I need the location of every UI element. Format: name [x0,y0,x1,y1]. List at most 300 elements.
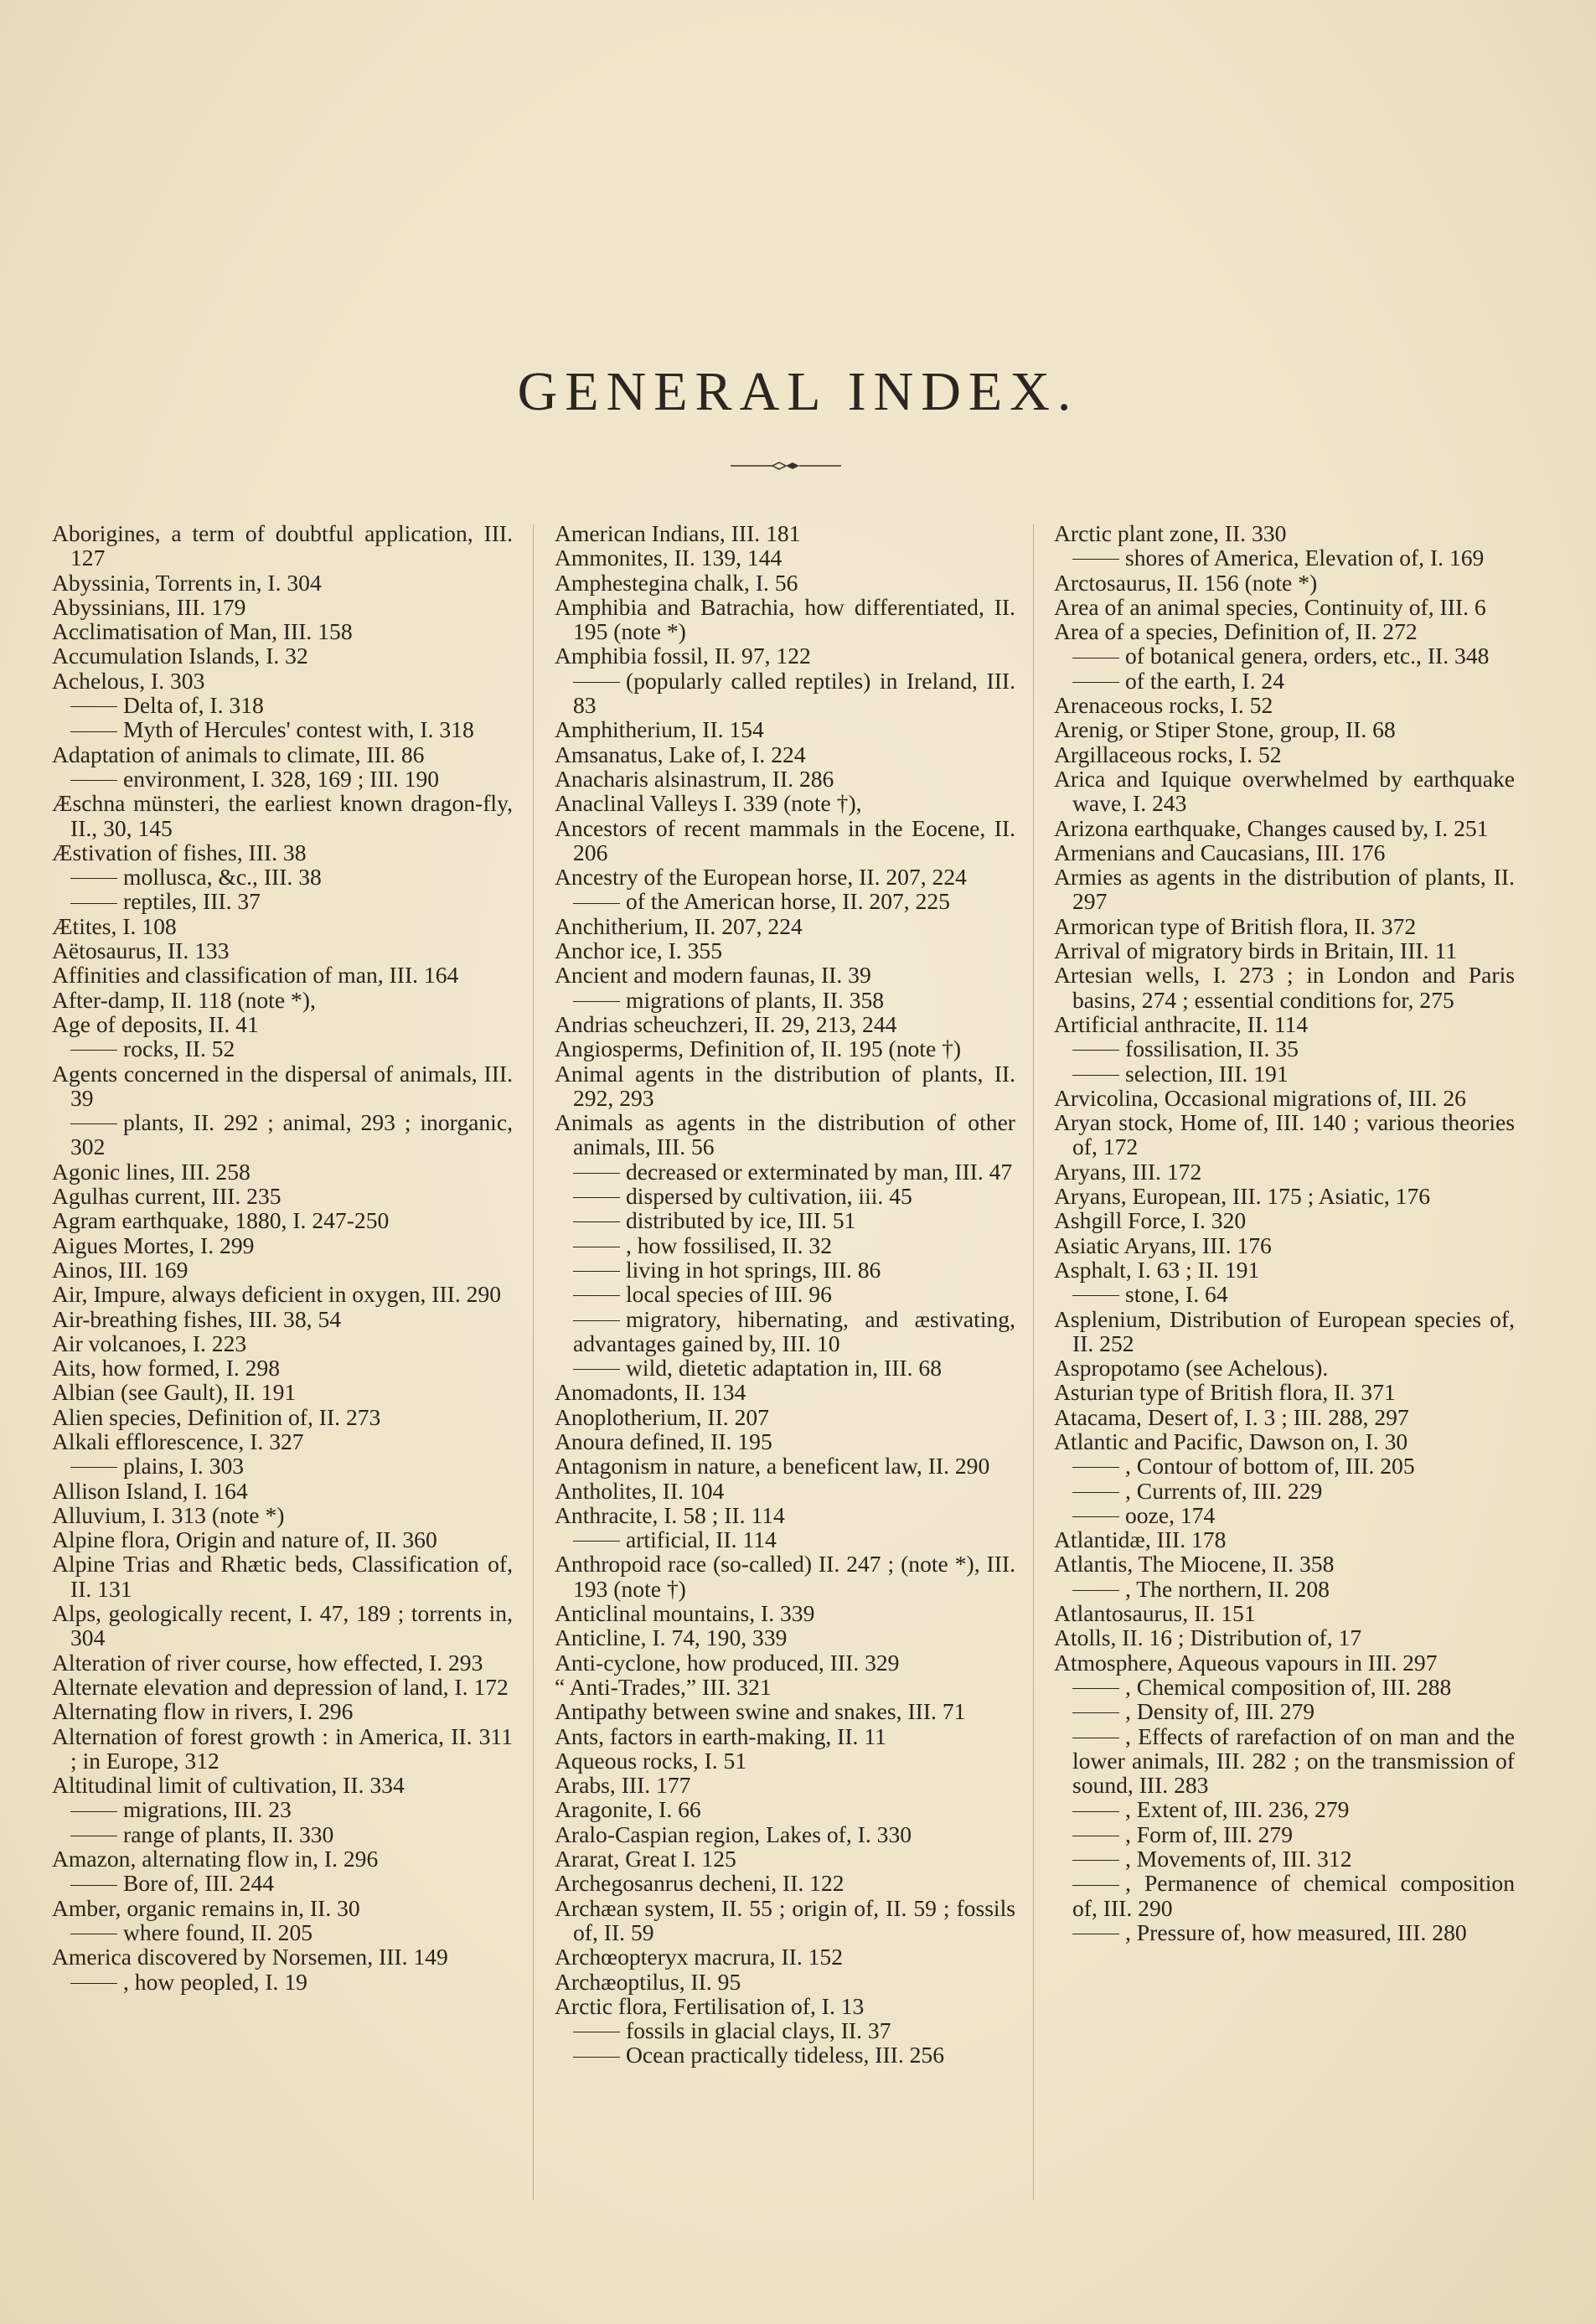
entry-text: shores of America, Elevation of, I. 169 [1125,545,1485,571]
entry-text: living in hot springs, III. 86 [626,1256,881,1283]
ditto-dash [573,1369,620,1370]
index-subentry [52,1036,513,1061]
index-subentry [52,717,513,741]
entry-text: Asiatic Aryans, III. 176 [1054,1232,1272,1258]
page-title: GENERAL INDEX. [517,361,1079,422]
entry-text: reptiles, III. 37 [123,888,261,915]
entry-text: Atlantis, The Miocene, II. 358 [1054,1551,1335,1578]
entry-text: America discovered by Norsemen, III. 149 [52,1944,448,1970]
entry-text: Agram earthquake, 1880, I. 247-250 [52,1207,390,1234]
index-entry [1054,571,1515,595]
index-subentry [1054,1675,1515,1699]
index-subentry [555,2043,1015,2067]
entry-text: Amazon, alternating flow in, I. 296 [52,1846,379,1872]
index-subentry [1054,1479,1515,1503]
entry-text: Alternate elevation and depression of land, I. 172 [52,1673,509,1700]
index-entry [555,1625,1015,1650]
index-entry [1054,717,1515,741]
ditto-dash [573,903,620,904]
ditto-dash [573,1295,620,1296]
entry-text: Arica and Iquique overwhelmed by earthquake wave, I. 243 [1054,765,1515,817]
ditto-dash [573,2057,620,2058]
ditto-dash [1072,1688,1119,1689]
ditto-dash [70,1885,117,1886]
entry-text: Acclimatisation of Man, III. 158 [52,618,353,645]
entry-text: migrations of plants, II. 358 [626,986,885,1013]
index-subentry [555,1159,1015,1184]
entry-text: Anaclinal Valleys I. 339 (note †), [555,790,862,817]
entry-text: Alien species, Definition of, II. 273 [52,1403,381,1430]
index-entry [1054,693,1515,717]
index-entry [555,1797,1015,1821]
index-entry [52,914,513,938]
ditto-dash [573,1001,620,1002]
index-entry [52,1503,513,1527]
entry-text: fossilisation, II. 35 [1125,1035,1299,1062]
entry-text: migrations, III. 23 [123,1796,292,1823]
index-entry [555,767,1015,791]
entry-text: Aigues Mortes, I. 299 [52,1232,255,1258]
entry-text: Allison Island, I. 164 [52,1477,248,1504]
entry-text: Atmosphere, Aqueous vapours in III. 297 [1054,1649,1438,1676]
entry-text: Agents concerned in the dispersal of animals, III. 39 [52,1060,513,1111]
entry-text: Æstivation of fishes, III. 38 [52,839,307,865]
entry-text: Aryan stock, Home of, III. 140 ; various theories of, 172 [1054,1109,1515,1160]
entry-text: Atlantic and Pacific, Dawson on, I. 30 [1054,1428,1408,1454]
entry-text: Ammonites, II. 139, 144 [555,545,783,571]
entry-text: Air volcanoes, I. 223 [52,1330,247,1356]
index-entry [555,571,1015,595]
ditto-dash [1072,682,1119,683]
index-entry [555,643,1015,668]
entry-text: Ancestors of recent mammals in the Eocene, II. 206 [555,814,1015,865]
entry-text: Asplenium, Distribution of European species of, II. 252 [1054,1305,1515,1356]
index-entry [52,1208,513,1232]
ditto-dash [1072,1467,1119,1468]
entry-text: Ancestry of the European horse, II. 207, 224 [555,864,967,891]
index-subentry [52,767,513,791]
index-entry [1054,595,1515,619]
entry-text: Artesian wells, I. 273 ; in London and Paris basins, 274 ; essential conditions for, 275 [1054,962,1515,1013]
entry-text: Atacama, Desert of, I. 3 ; III. 288, 297 [1054,1403,1409,1430]
entry-text: artificial, II. 114 [626,1526,777,1553]
index-subentry [52,889,513,913]
column-divider [533,524,534,2200]
index-entry [555,1380,1015,1404]
index-entry [555,816,1015,865]
index-subentry [555,1184,1015,1208]
index-subentry [555,669,1015,718]
ditto-dash [573,1271,620,1272]
entry-text: Ætites, I. 108 [52,912,177,939]
entry-text: where found, II. 205 [123,1919,313,1945]
entry-text: , how peopled, I. 19 [123,1968,307,1995]
title-ornament [731,457,841,474]
entry-text: Ants, factors in earth-making, II. 11 [555,1722,886,1749]
index-column-3 [1054,521,1515,1944]
index-entry [1054,1086,1515,1110]
entry-text: , Form of, III. 279 [1125,1820,1294,1847]
index-subentry [52,1871,513,1895]
index-entry [555,1429,1015,1454]
entry-text: Agonic lines, III. 258 [52,1158,251,1185]
index-subentry [1054,1036,1515,1061]
entry-text: Atolls, II. 16 ; Distribution of, 17 [1054,1624,1362,1651]
entry-text: Animals as agents in the distribution of other animals, III. 56 [555,1109,1015,1160]
index-subentry [555,988,1015,1012]
index-entry [52,1429,513,1454]
entry-text: Aits, how formed, I. 298 [52,1355,281,1381]
ditto-dash [1072,1492,1119,1493]
entry-text: Archæoptilus, II. 95 [555,1968,741,1995]
entry-text: Abyssinia, Torrents in, I. 304 [52,569,322,596]
index-entry [1054,1258,1515,1282]
index-subentry [555,2018,1015,2043]
ditto-dash [1072,1295,1119,1296]
index-entry [555,1724,1015,1748]
index-entry [555,595,1015,644]
entry-text: , Effects of rarefaction of on man and the lower animals, III. 282 ; on the transmission of sound, III. 283 [1072,1722,1515,1799]
index-entry [555,1748,1015,1773]
index-entry [1054,1405,1515,1429]
index-subentry [555,1282,1015,1306]
index-subentry [555,1527,1015,1552]
entry-text: Arabs, III. 177 [555,1772,691,1799]
entry-text: Anacharis alsinastrum, II. 286 [555,765,834,792]
entry-text: , Movements of, III. 312 [1125,1846,1352,1872]
index-entry [555,521,1015,545]
entry-text: Arvicolina, Occasional migrations of, III. 26 [1054,1084,1466,1111]
entry-text: Anchor ice, I. 355 [555,937,722,964]
ditto-dash [1072,1590,1119,1591]
entry-text: Anthracite, I. 58 ; II. 114 [555,1501,785,1528]
index-subentry [52,1920,513,1944]
index-subentry [555,1258,1015,1282]
entry-text: (popularly called reptiles) in Ireland, III. 83 [573,667,1015,719]
index-subentry [555,1307,1015,1356]
entry-text: Achelous, I. 303 [52,667,205,694]
ditto-dash [70,903,117,904]
index-entry [1054,1650,1515,1675]
entry-text: Air-breathing fishes, III. 38, 54 [52,1305,342,1332]
entry-text: Anticline, I. 74, 190, 339 [555,1624,788,1651]
index-entry [52,1773,513,1797]
entry-text: Alpine Trias and Rhætic beds, Classification of, II. 131 [52,1551,513,1602]
index-entry [555,1896,1015,1945]
entry-text: , Chemical composition of, III. 288 [1125,1673,1452,1700]
ditto-dash [1072,1885,1119,1886]
index-entry [52,1699,513,1723]
index-entry [555,1479,1015,1503]
ditto-dash [573,1197,620,1198]
index-entry [52,938,513,963]
index-subentry [1054,1454,1515,1478]
entry-text: Aqueous rocks, I. 51 [555,1747,747,1774]
index-entry [555,1822,1015,1846]
index-entry [555,1110,1015,1159]
entry-text: Amphibia and Batrachia, how differentiated, II. 195 (note *) [555,593,1015,645]
entry-text: Delta of, I. 318 [123,692,264,719]
entry-text: distributed by ice, III. 51 [626,1207,856,1234]
ditto-dash [1072,1712,1119,1713]
index-entry [52,669,513,693]
entry-text: Anomadonts, II. 134 [555,1379,746,1406]
entry-text: ooze, 174 [1125,1501,1216,1528]
entry-text: Ainos, III. 169 [52,1256,189,1283]
index-entry [1054,963,1515,1012]
entry-text: Archœopteryx macrura, II. 152 [555,1944,844,1970]
index-subentry [1054,1699,1515,1723]
index-entry [555,1552,1015,1601]
entry-text: Armies as agents in the distribution of plants, II. 297 [1054,864,1515,915]
index-subentry [555,1356,1015,1380]
entry-text: Aryans, European, III. 175 ; Asiatic, 176 [1054,1183,1431,1210]
index-entry [1054,1429,1515,1454]
index-entry [52,1479,513,1503]
index-entry [52,1675,513,1699]
entry-text: of the American horse, II. 207, 225 [626,888,950,915]
index-subentry [555,1208,1015,1232]
entry-text: American Indians, III. 181 [555,520,801,546]
ditto-dash [1072,1860,1119,1861]
entry-text: fossils in glacial clays, II. 37 [626,2017,891,2044]
index-entry [1054,1527,1515,1552]
index-entry [52,840,513,865]
ditto-dash [573,1541,620,1542]
entry-text: Arenaceous rocks, I. 52 [1054,692,1273,719]
ditto-dash [70,1467,117,1468]
entry-text: Aralo-Caspian region, Lakes of, I. 330 [555,1820,912,1847]
index-entry [555,1970,1015,1994]
entry-text: selection, III. 191 [1125,1060,1289,1087]
ditto-dash [70,780,117,781]
entry-text: Altitudinal limit of cultivation, II. 334 [52,1772,405,1799]
entry-text: Aëtosaurus, II. 133 [52,937,230,964]
index-subentry [52,1110,513,1159]
entry-text: Anticlinal mountains, I. 339 [555,1600,815,1627]
entry-text: local species of III. 96 [626,1281,832,1308]
index-entry [1054,1159,1515,1184]
ditto-dash [1072,559,1119,560]
index-entry [1054,1356,1515,1380]
index-entry [52,791,513,840]
index-entry [555,1871,1015,1895]
index-entry [1054,865,1515,914]
entry-text: Angiosperms, Definition of, II. 195 (note †) [555,1035,962,1062]
index-entry [1054,840,1515,865]
index-subentry [555,889,1015,913]
index-entry [1054,521,1515,545]
index-entry [555,1503,1015,1527]
entry-text: Armenians and Caucasians, III. 176 [1054,839,1386,865]
entry-text: Area of a species, Definition of, II. 272 [1054,618,1418,645]
entry-text: Ararat, Great I. 125 [555,1846,736,1872]
entry-text: Ancient and modern faunas, II. 39 [555,962,871,989]
ditto-dash [573,1320,620,1321]
index-entry [555,1699,1015,1723]
index-subentry [1054,1920,1515,1944]
ditto-dash [1072,1050,1119,1051]
entry-text: , Extent of, III. 236, 279 [1125,1796,1350,1823]
index-subentry [52,865,513,889]
index-entry [52,643,513,668]
entry-text: , how fossilised, II. 32 [626,1232,833,1258]
index-entry [52,1527,513,1552]
ditto-dash [70,878,117,879]
index-entry [52,1159,513,1184]
index-entry [1054,1184,1515,1208]
index-entry [52,1331,513,1356]
entry-text: Anoura defined, II. 195 [555,1428,772,1454]
index-entry [555,742,1015,767]
entry-text: environment, I. 328, 169 ; III. 190 [123,765,440,792]
index-subentry [52,1970,513,1994]
entry-text: Antipathy between swine and snakes, III. 71 [555,1698,966,1725]
entry-text: Andrias scheuchzeri, II. 29, 213, 244 [555,1010,897,1037]
entry-text: , Contour of bottom of, III. 205 [1125,1453,1415,1480]
index-entry [555,717,1015,741]
entry-text: Armorican type of British flora, II. 372 [1054,912,1417,939]
index-entry [52,1724,513,1774]
index-entry [555,865,1015,889]
index-entry [52,1846,513,1871]
index-entry [555,914,1015,938]
entry-text: Arctic flora, Fertilisation of, I. 13 [555,1992,865,2019]
index-entry [555,545,1015,570]
entry-text: Amphibia fossil, II. 97, 122 [555,643,811,669]
entry-text: , Density of, III. 279 [1125,1698,1315,1725]
ditto-dash [1072,1516,1119,1517]
ditto-dash [70,731,117,732]
index-entry [52,1650,513,1675]
entry-text: decreased or exterminated by man, III. 47 [626,1158,1013,1185]
index-entry [1054,742,1515,767]
index-entry [52,963,513,987]
entry-text: Anthropoid race (so-called) II. 247 ; (note *), III. 193 (note †) [555,1551,1015,1602]
entry-text: Bore of, III. 244 [123,1870,275,1897]
entry-text: Æschna münsteri, the earliest known dragon-fly, II., 30, 145 [52,790,513,841]
index-entry [555,1454,1015,1478]
entry-text: Anoplotherium, II. 207 [555,1403,769,1430]
index-subentry [1054,1871,1515,1920]
entry-text: Amphitherium, II. 154 [555,716,764,743]
index-subentry [1054,1282,1515,1306]
index-entry [555,1036,1015,1061]
index-entry [555,1405,1015,1429]
index-entry [1054,816,1515,840]
entry-text: Archegosanrus decheni, II. 122 [555,1870,844,1897]
entry-text: Asturian type of British flora, II. 371 [1054,1379,1396,1406]
index-subentry [1054,1822,1515,1846]
entry-text: After-damp, II. 118 (note *), [52,986,316,1013]
entry-text: Antholites, II. 104 [555,1477,725,1504]
index-subentry [52,1454,513,1478]
entry-text: Albian (see Gault), II. 191 [52,1379,297,1406]
index-entry [555,1846,1015,1871]
index-entry [52,1258,513,1282]
entry-text: Argillaceous rocks, I. 52 [1054,741,1282,767]
entry-text: Arizona earthquake, Changes caused by, I. 251 [1054,814,1489,841]
index-entry [1054,619,1515,643]
entry-text: Alluvium, I. 313 (note *) [52,1501,285,1528]
entry-text: Alps, geologically recent, I. 47, 189 ; torrents in, 304 [52,1600,513,1651]
entry-text: Amber, organic remains in, II. 30 [52,1894,360,1921]
index-entry [52,1184,513,1208]
index-entry [555,1601,1015,1625]
entry-text: of the earth, I. 24 [1125,667,1285,694]
index-entry [1054,1110,1515,1159]
entry-text: range of plants, II. 330 [123,1820,334,1847]
entry-text: plants, II. 292 ; animal, 293 ; inorganic, 302 [70,1109,513,1160]
entry-text: Aragonite, I. 66 [555,1796,701,1823]
entry-text: Myth of Hercules' contest with, I. 318 [123,716,474,743]
entry-text: Alternating flow in rivers, I. 296 [52,1698,354,1725]
index-subentry [1054,643,1515,668]
index-entry [555,938,1015,963]
entry-text: Alternation of forest growth : in America, II. 311 ; in Europe, 312 [52,1722,513,1774]
index-entry [1054,938,1515,963]
index-entry [52,619,513,643]
entry-text: dispersed by cultivation, iii. 45 [626,1183,912,1210]
index-entry [52,1233,513,1258]
column-divider [1033,524,1034,2200]
entry-text: Abyssinians, III. 179 [52,593,246,620]
entry-text: mollusca, &c., III. 38 [123,864,322,891]
index-entry [555,1675,1015,1699]
index-entry [1054,1233,1515,1258]
entry-text: Alkali efflorescence, I. 327 [52,1428,304,1454]
index-entry [555,1994,1015,2018]
index-subentry [1054,1503,1515,1527]
entry-text: stone, I. 64 [1125,1281,1228,1308]
index-entry [555,1061,1015,1111]
index-entry [1054,1552,1515,1576]
entry-text: rocks, II. 52 [123,1035,235,1062]
index-entry [1054,1380,1515,1404]
index-entry [52,1282,513,1306]
index-entry [555,1012,1015,1036]
index-subentry [1054,1846,1515,1871]
entry-text: Animal agents in the distribution of plants, II. 292, 293 [555,1060,1015,1111]
entry-text: Air, Impure, always deficient in oxygen, III. 290 [52,1281,502,1308]
ditto-dash [70,1983,117,1984]
index-subentry [1054,545,1515,570]
entry-text: Alpine flora, Origin and nature of, II. 360 [52,1526,437,1553]
index-subentry [52,693,513,717]
index-subentry [1054,1724,1515,1798]
entry-text: Ocean practically tideless, III. 256 [626,2042,945,2068]
index-entry [52,1307,513,1331]
index-entry [555,1773,1015,1797]
entry-text: , The northern, II. 208 [1125,1575,1330,1602]
index-entry [1054,1012,1515,1036]
entry-text: Adaptation of animals to climate, III. 86 [52,741,425,767]
entry-text: “ Anti-Trades,” III. 321 [555,1673,772,1700]
index-subentry [1054,1577,1515,1601]
index-entry [52,742,513,767]
entry-text: Anti-cyclone, how produced, III. 329 [555,1649,900,1676]
index-entry [1054,1601,1515,1625]
entry-text: Arenig, or Stiper Stone, group, II. 68 [1054,716,1396,743]
entry-text: Archæan system, II. 55 ; origin of, II. 59 ; fossils of, II. 59 [555,1894,1015,1945]
index-column-2 [555,521,1015,2068]
entry-text: Aborigines, a term of doubtful application, III. 127 [52,520,513,571]
ditto-dash [573,682,620,683]
entry-text: Aryans, III. 172 [1054,1158,1202,1185]
index-entry [1054,1625,1515,1650]
entry-text: Amsanatus, Lake of, I. 224 [555,741,806,767]
index-entry [1054,1307,1515,1356]
